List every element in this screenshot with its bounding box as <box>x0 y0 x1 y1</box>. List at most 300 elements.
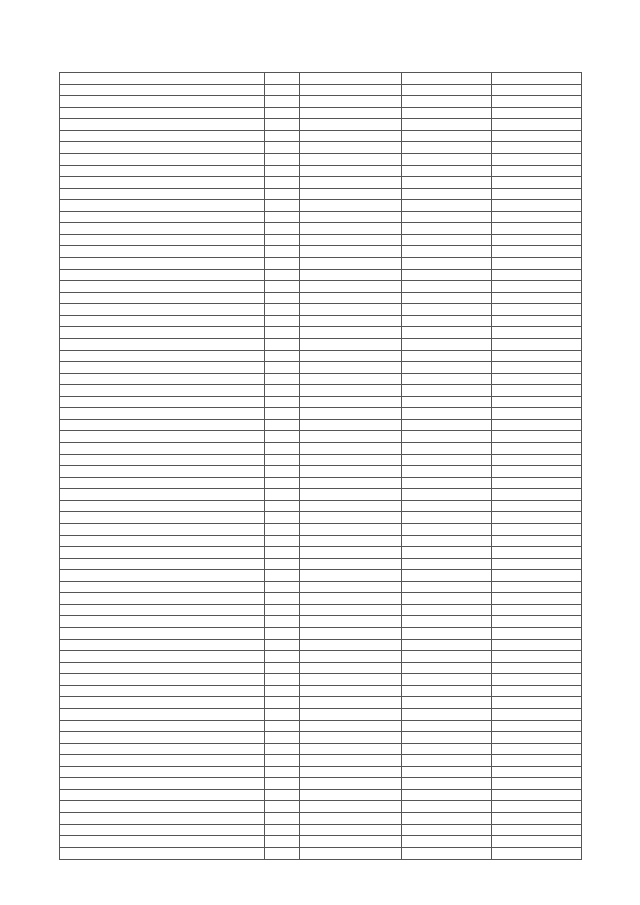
table-cell <box>300 604 402 616</box>
table-cell <box>492 732 582 744</box>
table-cell <box>402 651 492 663</box>
table-cell <box>265 223 300 235</box>
table-cell <box>60 142 265 154</box>
table-cell <box>300 628 402 640</box>
table-cell <box>300 581 402 593</box>
table-cell <box>402 211 492 223</box>
table-cell <box>265 789 300 801</box>
table-cell <box>60 674 265 686</box>
table-cell <box>492 281 582 293</box>
table-row <box>60 489 582 501</box>
table-cell <box>402 200 492 212</box>
table-cell <box>492 142 582 154</box>
table-cell <box>265 211 300 223</box>
table-cell <box>300 697 402 709</box>
table-cell <box>492 408 582 420</box>
table-cell <box>60 523 265 535</box>
table-cell <box>60 581 265 593</box>
table-cell <box>492 628 582 640</box>
table-cell <box>265 431 300 443</box>
table-cell <box>265 119 300 131</box>
table-cell <box>492 708 582 720</box>
table-cell <box>300 385 402 397</box>
table-cell <box>402 315 492 327</box>
table-cell <box>402 836 492 848</box>
table-row <box>60 200 582 212</box>
table-cell <box>265 847 300 859</box>
table-cell <box>60 119 265 131</box>
table-row <box>60 350 582 362</box>
table-cell <box>60 281 265 293</box>
table-cell <box>492 223 582 235</box>
table-cell <box>265 616 300 628</box>
table-cell <box>60 558 265 570</box>
table-row <box>60 547 582 559</box>
table-cell <box>300 813 402 825</box>
table-cell <box>60 847 265 859</box>
table-cell <box>300 408 402 420</box>
table-cell <box>60 96 265 108</box>
table-cell <box>492 720 582 732</box>
table-cell <box>300 685 402 697</box>
table-cell <box>300 362 402 374</box>
table-row <box>60 223 582 235</box>
table-cell <box>300 73 402 85</box>
table-cell <box>300 662 402 674</box>
table-cell <box>300 593 402 605</box>
table-cell <box>492 304 582 316</box>
table-cell <box>60 732 265 744</box>
table-cell <box>265 107 300 119</box>
table-cell <box>265 96 300 108</box>
table-cell <box>60 743 265 755</box>
table-cell <box>60 662 265 674</box>
table-cell <box>402 847 492 859</box>
table-cell <box>300 836 402 848</box>
table-cell <box>402 396 492 408</box>
table-cell <box>60 385 265 397</box>
table-cell <box>492 177 582 189</box>
table-cell <box>60 489 265 501</box>
table-cell <box>60 269 265 281</box>
table-cell <box>492 454 582 466</box>
table-row <box>60 338 582 350</box>
table-row <box>60 419 582 431</box>
table-cell <box>492 338 582 350</box>
table-row <box>60 732 582 744</box>
table-cell <box>492 674 582 686</box>
table-cell <box>402 338 492 350</box>
table-cell <box>265 258 300 270</box>
table-cell <box>402 500 492 512</box>
table-cell <box>300 824 402 836</box>
table-cell <box>402 177 492 189</box>
table-cell <box>402 570 492 582</box>
table-cell <box>300 523 402 535</box>
table-cell <box>265 396 300 408</box>
table-cell <box>265 142 300 154</box>
table-cell <box>300 847 402 859</box>
table-cell <box>300 477 402 489</box>
table-cell <box>60 177 265 189</box>
table-cell <box>60 466 265 478</box>
table-cell <box>300 338 402 350</box>
table-cell <box>402 281 492 293</box>
table-cell <box>300 766 402 778</box>
table-row <box>60 84 582 96</box>
table-cell <box>402 362 492 374</box>
table-cell <box>265 628 300 640</box>
budget-table <box>59 72 582 860</box>
table-row <box>60 616 582 628</box>
table-cell <box>300 443 402 455</box>
table-row <box>60 177 582 189</box>
table-cell <box>60 604 265 616</box>
table-cell <box>492 813 582 825</box>
table-row <box>60 165 582 177</box>
table-cell <box>60 431 265 443</box>
table-cell <box>300 570 402 582</box>
table-cell <box>402 581 492 593</box>
table-cell <box>265 732 300 744</box>
table-cell <box>60 789 265 801</box>
table-cell <box>265 281 300 293</box>
table-cell <box>300 142 402 154</box>
table-cell <box>492 639 582 651</box>
table-cell <box>60 477 265 489</box>
table-row <box>60 604 582 616</box>
table-cell <box>402 743 492 755</box>
table-cell <box>402 813 492 825</box>
table-cell <box>402 489 492 501</box>
table-cell <box>492 697 582 709</box>
table-row <box>60 824 582 836</box>
table-cell <box>300 84 402 96</box>
table-cell <box>60 246 265 258</box>
table-cell <box>402 674 492 686</box>
table-row <box>60 778 582 790</box>
table-cell <box>402 523 492 535</box>
table-cell <box>265 836 300 848</box>
table-row <box>60 96 582 108</box>
table-cell <box>300 674 402 686</box>
table-row <box>60 269 582 281</box>
table-cell <box>265 708 300 720</box>
table-cell <box>60 258 265 270</box>
table-row <box>60 107 582 119</box>
table-cell <box>492 477 582 489</box>
table-cell <box>300 732 402 744</box>
table-row <box>60 454 582 466</box>
table-cell <box>300 107 402 119</box>
table-row <box>60 304 582 316</box>
table-row <box>60 292 582 304</box>
table-cell <box>60 223 265 235</box>
table-row <box>60 639 582 651</box>
table-cell <box>300 350 402 362</box>
table-cell <box>265 813 300 825</box>
table-cell <box>492 593 582 605</box>
table-cell <box>265 292 300 304</box>
table-cell <box>265 581 300 593</box>
table-cell <box>265 720 300 732</box>
table-cell <box>300 720 402 732</box>
table-cell <box>60 107 265 119</box>
table-cell <box>492 685 582 697</box>
table-row <box>60 789 582 801</box>
table-cell <box>300 755 402 767</box>
table-cell <box>492 801 582 813</box>
table-cell <box>300 396 402 408</box>
table-cell <box>402 662 492 674</box>
table-cell <box>60 720 265 732</box>
table-cell <box>492 616 582 628</box>
table-cell <box>402 373 492 385</box>
table-row <box>60 813 582 825</box>
table-cell <box>402 697 492 709</box>
table-cell <box>60 396 265 408</box>
table-cell <box>300 639 402 651</box>
table-cell <box>492 570 582 582</box>
table-cell <box>402 269 492 281</box>
table-cell <box>60 500 265 512</box>
table-cell <box>402 107 492 119</box>
table-cell <box>300 789 402 801</box>
table-cell <box>402 234 492 246</box>
table-cell <box>265 766 300 778</box>
table-cell <box>265 651 300 663</box>
table-cell <box>402 96 492 108</box>
table-row <box>60 258 582 270</box>
table-row <box>60 153 582 165</box>
table-row <box>60 408 582 420</box>
table-row <box>60 662 582 674</box>
table-cell <box>492 766 582 778</box>
table-cell <box>265 200 300 212</box>
table-cell <box>60 327 265 339</box>
table-cell <box>300 292 402 304</box>
table-cell <box>492 130 582 142</box>
table-cell <box>492 211 582 223</box>
table-cell <box>402 327 492 339</box>
table-cell <box>60 628 265 640</box>
table-cell <box>300 234 402 246</box>
table-cell <box>402 766 492 778</box>
table-row <box>60 500 582 512</box>
table-cell <box>300 130 402 142</box>
table-cell <box>265 454 300 466</box>
table-cell <box>60 130 265 142</box>
table-cell <box>300 419 402 431</box>
table-cell <box>265 246 300 258</box>
table-cell <box>402 304 492 316</box>
table-row <box>60 570 582 582</box>
table-cell <box>492 200 582 212</box>
table-cell <box>300 211 402 223</box>
table-cell <box>492 350 582 362</box>
table-cell <box>60 350 265 362</box>
table-cell <box>60 408 265 420</box>
table-cell <box>265 535 300 547</box>
table-cell <box>60 836 265 848</box>
table-cell <box>265 234 300 246</box>
table-cell <box>492 188 582 200</box>
table-cell <box>300 246 402 258</box>
table-row <box>60 651 582 663</box>
table-cell <box>402 119 492 131</box>
table-cell <box>265 315 300 327</box>
table-cell <box>402 73 492 85</box>
table-cell <box>492 165 582 177</box>
table-cell <box>300 258 402 270</box>
table-cell <box>60 454 265 466</box>
table-cell <box>492 558 582 570</box>
table-cell <box>300 373 402 385</box>
table-cell <box>402 604 492 616</box>
table-cell <box>300 535 402 547</box>
table-cell <box>265 165 300 177</box>
table-cell <box>300 119 402 131</box>
table-cell <box>265 489 300 501</box>
table-cell <box>402 789 492 801</box>
table-cell <box>300 512 402 524</box>
table-cell <box>492 789 582 801</box>
table-row <box>60 211 582 223</box>
table-cell <box>300 315 402 327</box>
table-row <box>60 593 582 605</box>
table-cell <box>60 304 265 316</box>
table-cell <box>265 373 300 385</box>
table-cell <box>60 315 265 327</box>
table-cell <box>300 304 402 316</box>
table-cell <box>265 801 300 813</box>
table-cell <box>402 443 492 455</box>
table-cell <box>492 107 582 119</box>
table-cell <box>60 234 265 246</box>
table-row <box>60 697 582 709</box>
table-cell <box>492 246 582 258</box>
table-cell <box>265 500 300 512</box>
table-cell <box>492 500 582 512</box>
table-cell <box>402 350 492 362</box>
table-cell <box>492 153 582 165</box>
table-cell <box>265 697 300 709</box>
table-cell <box>492 836 582 848</box>
table-cell <box>402 466 492 478</box>
table-cell <box>492 269 582 281</box>
table-cell <box>60 165 265 177</box>
table-row <box>60 466 582 478</box>
table-row <box>60 234 582 246</box>
table-cell <box>60 153 265 165</box>
table-row <box>60 766 582 778</box>
table-cell <box>492 292 582 304</box>
table-cell <box>402 153 492 165</box>
table-cell <box>402 535 492 547</box>
table-row <box>60 396 582 408</box>
table-cell <box>402 755 492 767</box>
table-row <box>60 188 582 200</box>
table-cell <box>60 593 265 605</box>
table-cell <box>492 385 582 397</box>
table-row <box>60 431 582 443</box>
table-row <box>60 801 582 813</box>
table-cell <box>265 130 300 142</box>
table-cell <box>60 697 265 709</box>
table-cell <box>402 685 492 697</box>
table-cell <box>492 547 582 559</box>
table-cell <box>492 327 582 339</box>
table-row <box>60 119 582 131</box>
table-cell <box>492 512 582 524</box>
table-cell <box>300 188 402 200</box>
table-cell <box>300 547 402 559</box>
table-cell <box>402 801 492 813</box>
table-cell <box>492 824 582 836</box>
table-cell <box>60 651 265 663</box>
table-cell <box>60 443 265 455</box>
table-cell <box>265 338 300 350</box>
table-row <box>60 708 582 720</box>
table-row <box>60 581 582 593</box>
table-cell <box>60 778 265 790</box>
table-cell <box>492 755 582 767</box>
table-cell <box>265 327 300 339</box>
table-cell <box>60 84 265 96</box>
table-cell <box>402 223 492 235</box>
table-cell <box>60 570 265 582</box>
table-cell <box>300 281 402 293</box>
table-cell <box>492 847 582 859</box>
table-cell <box>265 385 300 397</box>
table-cell <box>300 431 402 443</box>
table-cell <box>300 454 402 466</box>
table-cell <box>265 73 300 85</box>
table-cell <box>60 200 265 212</box>
table-cell <box>402 708 492 720</box>
table-cell <box>402 628 492 640</box>
table-cell <box>402 292 492 304</box>
table-cell <box>300 327 402 339</box>
table-cell <box>60 813 265 825</box>
table-cell <box>492 258 582 270</box>
table-cell <box>402 454 492 466</box>
table-cell <box>60 639 265 651</box>
table-row <box>60 523 582 535</box>
table-cell <box>265 674 300 686</box>
table-cell <box>300 200 402 212</box>
table-row <box>60 73 582 85</box>
table-cell <box>402 512 492 524</box>
table-row <box>60 281 582 293</box>
table-cell <box>492 315 582 327</box>
table-cell <box>265 466 300 478</box>
table-cell <box>265 570 300 582</box>
table-cell <box>402 593 492 605</box>
table-row <box>60 385 582 397</box>
table-cell <box>402 639 492 651</box>
table-cell <box>402 130 492 142</box>
table-cell <box>492 396 582 408</box>
table-cell <box>300 96 402 108</box>
table-cell <box>60 292 265 304</box>
table-row <box>60 362 582 374</box>
table-cell <box>492 604 582 616</box>
table-cell <box>402 824 492 836</box>
table-cell <box>60 801 265 813</box>
table-cell <box>492 581 582 593</box>
table-cell <box>402 188 492 200</box>
